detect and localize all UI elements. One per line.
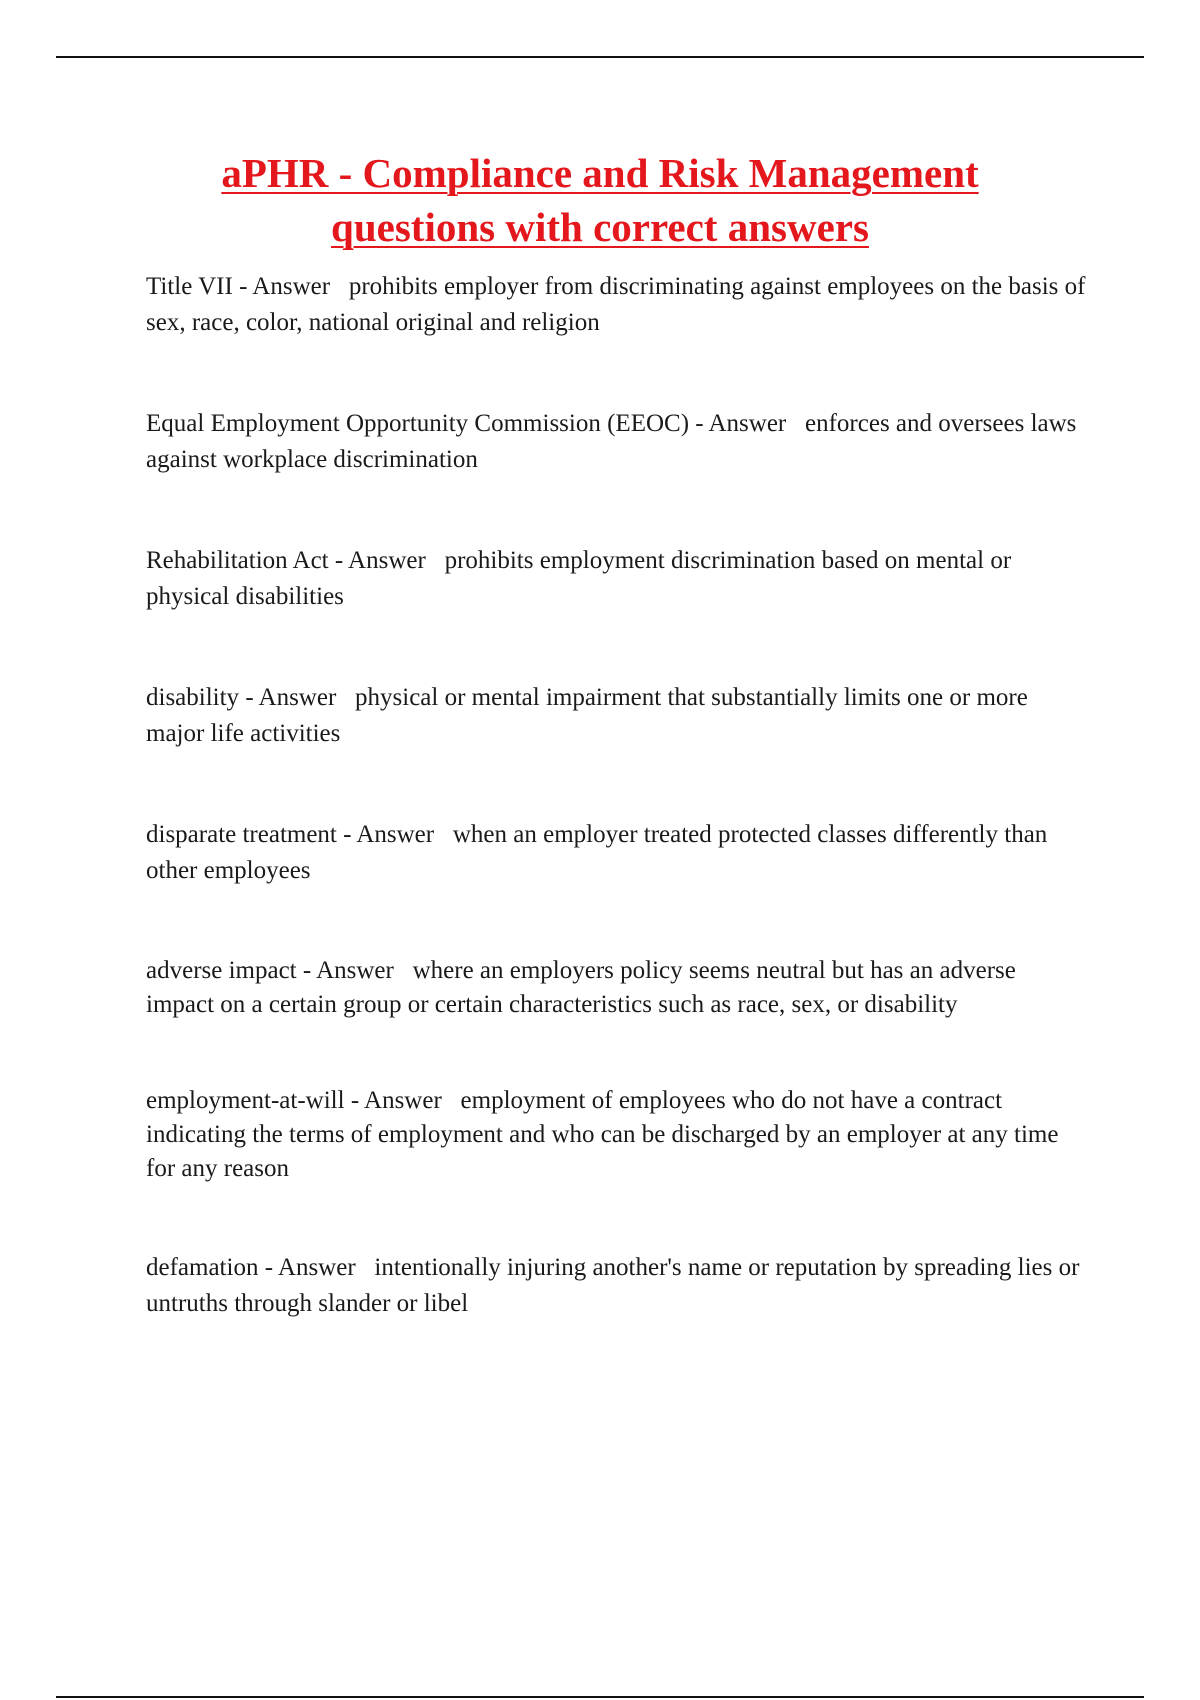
qa-term: Equal Employment Opportunity Commission (EEOC): [146, 410, 690, 437]
qa-separator: - Answer: [336, 821, 453, 848]
qa-separator: - Answer: [296, 957, 413, 984]
qa-item-employment-at-will: [146, 1084, 1086, 1186]
qa-answer: prohibits employer from discriminating against employees on the basis of sex, race, color, national original and religion: [146, 273, 1086, 336]
qa-answer: where an employers policy seems neutral but has an adverse impact on a certain group or certain characteristics such as race, sex, or disability: [146, 957, 1016, 1018]
qa-term: Title VII: [146, 273, 233, 300]
qa-answer: physical or mental impairment that substantially limits one or more major life activities: [146, 684, 1028, 747]
top-rule: [56, 56, 1144, 58]
qa-answer: prohibits employment discrimination based on mental or physical disabilities: [146, 547, 1012, 610]
qa-term: disability: [146, 684, 240, 711]
qa-separator: - Answer: [258, 1254, 375, 1281]
qa-separator: - Answer: [344, 1087, 461, 1114]
qa-item-title-vii: [146, 269, 1086, 341]
qa-term: Rehabilitation Act: [146, 547, 329, 574]
qa-separator: - Answer: [239, 684, 356, 711]
qa-answer: when an employer treated protected classes differently than other employees: [146, 821, 1048, 884]
qa-answer: intentionally injuring another's name or reputation by spreading lies or untruths through slander or libel: [146, 1254, 1080, 1317]
qa-item-disability: [146, 680, 1086, 752]
qa-separator: - Answer: [328, 547, 445, 574]
title-line-2: questions with correct answers: [331, 204, 869, 250]
qa-answer: enforces and oversees laws against workplace discrimination: [146, 410, 1077, 473]
qa-term: adverse impact: [146, 957, 297, 984]
qa-item-disparate-treatment: [146, 817, 1086, 889]
qa-separator: - Answer: [232, 273, 349, 300]
qa-item-defamation: [146, 1250, 1086, 1322]
qa-term: defamation: [146, 1254, 259, 1281]
qa-separator: - Answer: [689, 410, 805, 437]
qa-term: disparate treatment: [146, 821, 337, 848]
document-title: [110, 146, 1090, 254]
title-line-1: aPHR - Compliance and Risk Management: [221, 150, 979, 196]
qa-item-rehabilitation-act: [146, 543, 1086, 615]
qa-list: [146, 269, 1086, 1322]
qa-item-adverse-impact: [146, 954, 1086, 1022]
qa-term: employment-at-will: [146, 1087, 345, 1114]
qa-answer: employment of employees who do not have a contract indicating the terms of employment and who can be discharged by an employer at any time for any reason: [146, 1087, 1059, 1182]
qa-item-eeoc: [146, 406, 1086, 478]
bottom-rule: [56, 1696, 1144, 1698]
